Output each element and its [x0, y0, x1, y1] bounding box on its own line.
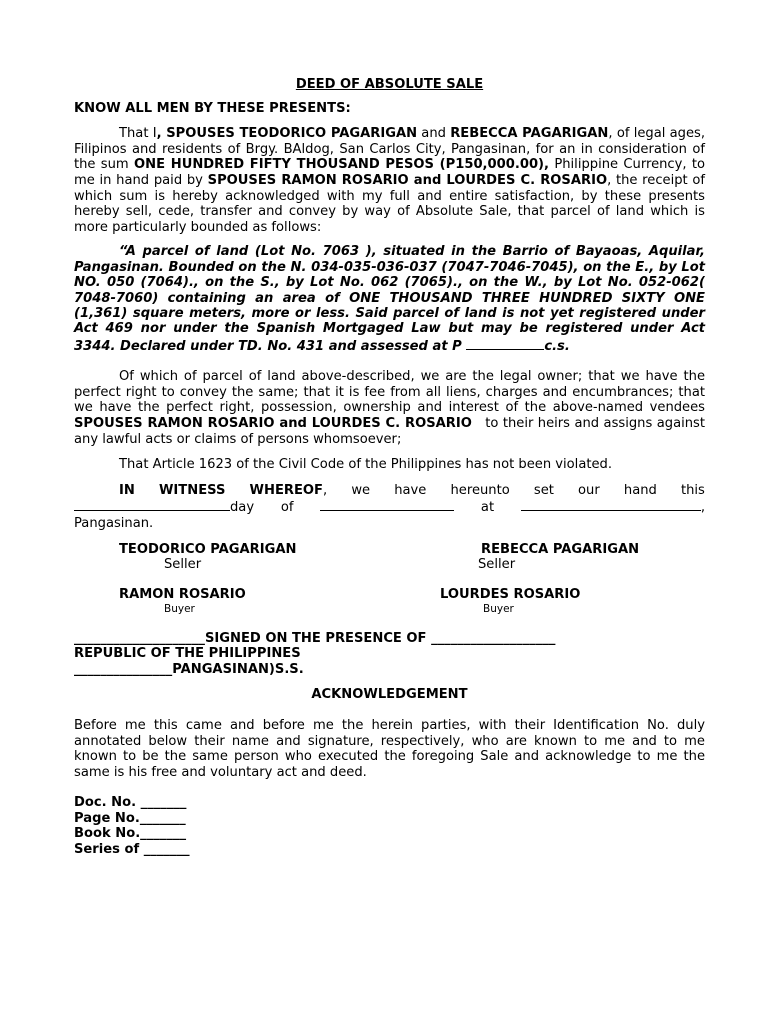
place-blank [521, 498, 701, 511]
acknowledgement-title: ACKNOWLEDGEMENT [311, 687, 468, 703]
witness-word: our [578, 482, 600, 498]
civil-code-paragraph: That Article 1623 of the Civil Code of the Philippines has not been violated. [119, 457, 613, 473]
buyer-2-role: Buyer [483, 602, 514, 615]
book-no: Book No._______ [74, 826, 186, 842]
witness-word: hereunto [450, 482, 510, 498]
witness-blank: ____________________ [74, 630, 205, 646]
witness-clause [74, 483, 705, 532]
date-field: day [74, 498, 254, 516]
sale-text: , of legal ages, Filipinos and residents of Brgy. BAldog, San Carlos City, Pangasinan, for an in consideration of the sum [74, 126, 706, 173]
witness-word: at [480, 500, 495, 516]
series-of: Series of _______ [74, 841, 190, 857]
witness-blank: ___________________ [431, 630, 556, 646]
seller-1-name: TEODORICO PAGARIGAN [119, 541, 297, 557]
opening-clause: KNOW ALL MEN BY THESE PRESENTS: [74, 100, 351, 116]
venue-blank: _______________ [74, 661, 173, 677]
witness-word: IN [119, 482, 135, 498]
month-blank [320, 498, 454, 511]
seller-signatures [74, 542, 705, 574]
land-description-text: “A parcel of land (Lot No. 7063 ), situated in the Barrio of Bayaoas, Aquilar, Pangasinan. Bounded on the N. 034-035-036-037 (7047-7046-7045), on the E., by Lot NO. 050 (7064)., on the S., by Lot No. 062 (7065)., on the W., by Lot No. 052-062( 7048-7060) containing an area of ONE THOUSAND THREE HUNDRED SIXTY ONE (1,361) square meters, more or less. Said parcel of land is not yet registered under Act 469 nor under the Spanish Mortgaged Law but may be registered under Act 3344. Declared under TD. No. 431 and assessed at P [74, 244, 705, 354]
buyer-signatures [74, 587, 705, 619]
witness-word: this [680, 482, 705, 498]
witness-word: have [394, 482, 427, 498]
notarial-register [74, 795, 705, 857]
witness-line-2 [74, 498, 705, 516]
venue-text: PANGASINAN)S.S. [172, 661, 304, 677]
ownership-text: to their heirs and assigns against any lawful acts or claims of persons whomsoever; [74, 415, 710, 447]
witness-word: we [351, 482, 371, 498]
doc-no: Doc. No. _______ [74, 795, 187, 811]
witness-word: set [533, 482, 554, 498]
sale-amount: ONE HUNDRED FIFTY THOUSAND PESOS (P150,000.00), [134, 157, 550, 173]
sale-text: Philippine Currency, to me in hand paid by [74, 157, 705, 188]
seller-names: , SPOUSES TEODORICO PAGARIGAN [156, 126, 418, 142]
buyer-2-name: LOURDES ROSARIO [440, 586, 581, 602]
seller-2-name: REBECCA PAGARIGAN [481, 541, 640, 557]
buyer-1-name: RAMON ROSARIO [119, 586, 246, 602]
witness-place: Pangasinan. [74, 515, 154, 531]
venue-line [74, 662, 705, 678]
page-no: Page No._______ [74, 810, 186, 826]
witness-word: hand [623, 482, 657, 498]
land-description [74, 244, 705, 354]
vendee-names: SPOUSES RAMON ROSARIO and LOURDES C. ROSARIO [74, 415, 472, 431]
sale-text: , the receipt of which sum is hereby acknowledged with my full and entire satisfaction, by these presents hereby sell, cede, transfer and convey by way of Absolute Sale, that parcel of land which is more particularly bounded as follows: [74, 172, 705, 235]
ownership-paragraph [74, 369, 710, 447]
witness-word: WITNESS [158, 482, 226, 498]
seller-2-role: Seller [478, 556, 516, 572]
witness-word: WHEREOF, [249, 482, 328, 498]
land-description-suffix: c.s. [544, 338, 570, 354]
sale-text: That I [119, 126, 157, 142]
seller-names: REBECCA PAGARIGAN [450, 126, 609, 142]
signed-presence-line [74, 631, 705, 647]
buyer-1-role: Buyer [164, 602, 195, 615]
acknowledgement-text: Before me this came and before me the herein parties, with their Identification No. duly annotated below their name and signature, respectively, who are known to me and to me known to be the same person who executed the foregoing Sale and acknowledge to me the same is his free and voluntary act and deed. [74, 717, 705, 780]
witness-word: of [280, 500, 294, 516]
witness-line-1 [74, 483, 705, 499]
sale-paragraph [74, 126, 705, 235]
place-field: , [521, 498, 705, 516]
republic-line: REPUBLIC OF THE PHILIPPINES [74, 646, 301, 662]
document-title: DEED OF ABSOLUTE SALE [295, 77, 484, 92]
document-page [74, 77, 710, 857]
sale-text: and [417, 126, 451, 142]
buyer-names: SPOUSES RAMON ROSARIO and LOURDES C. ROSARIO [207, 172, 608, 188]
seller-1-role: Seller [164, 556, 202, 572]
day-blank [74, 498, 230, 511]
assessed-value-blank [466, 337, 544, 350]
signed-presence-text: SIGNED ON THE PRESENCE OF [204, 630, 432, 646]
ownership-text: Of which of parcel of land above-described, we are the legal owner; that we have the perfect right to convey the same; that it is fee from all liens, charges and encumbrances; that we have the perfect right, possession, ownership and interest of the above-named vendees [74, 369, 705, 416]
